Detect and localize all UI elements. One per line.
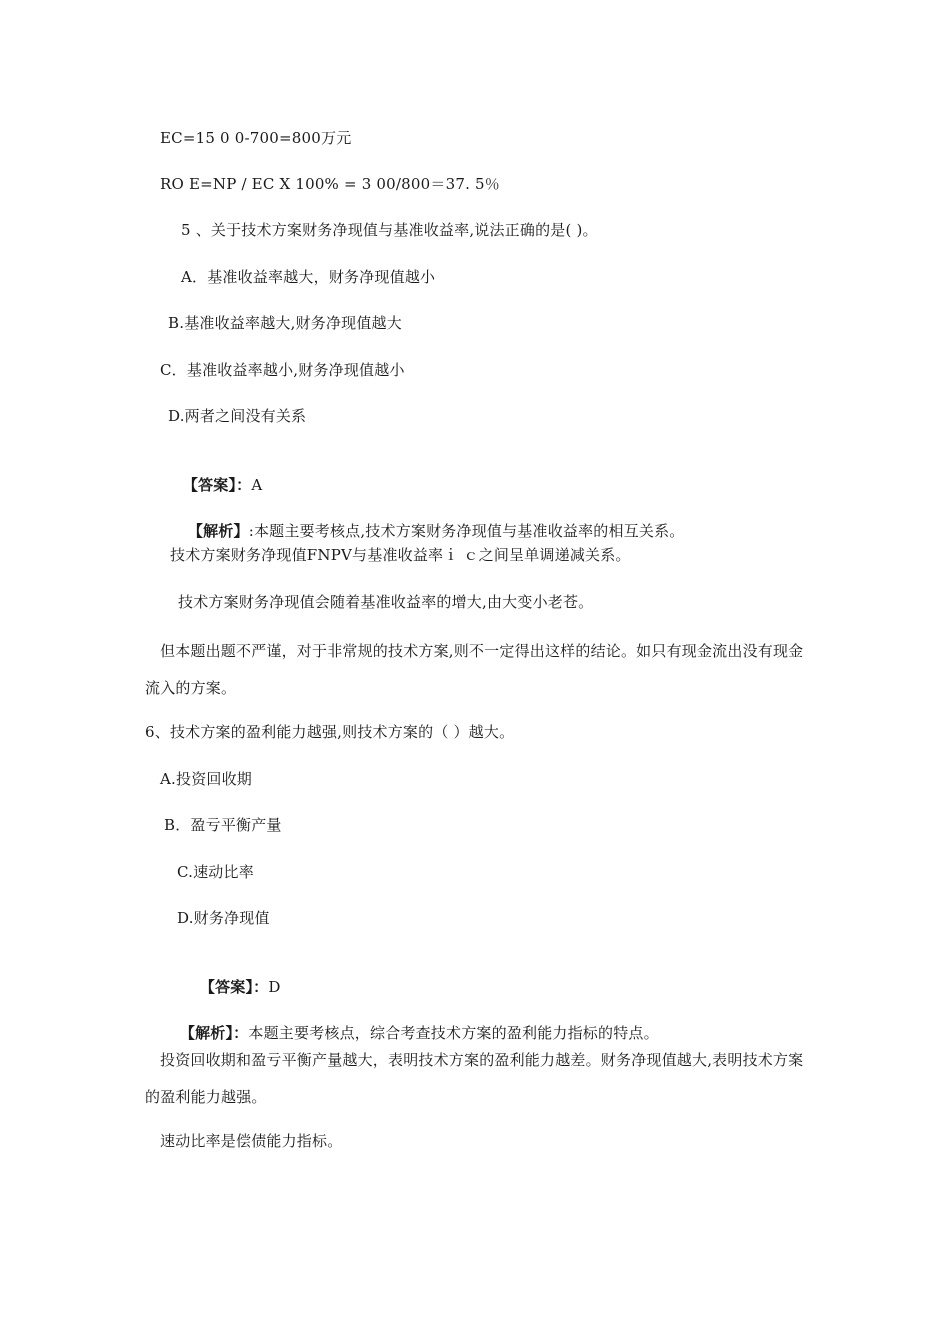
analysis-paragraph-2: 技术方案财务净现值会随着基准收益率的增大,由大变小老苍。 bbox=[178, 593, 594, 611]
analysis-text: :本题主要考核点,技术方案财务净现值与基准收益率的相互关系。 bbox=[248, 522, 685, 540]
question-6-option-a: A.投资回收期 bbox=[160, 770, 253, 788]
question-6-option-c: C.速动比率 bbox=[177, 863, 254, 881]
answer-label: 【答案】： bbox=[182, 476, 252, 494]
analysis-paragraph-1: 技术方案财务净现值FNPV与基准收益率ｉ ｃ之间呈单调递减关系。 bbox=[170, 546, 631, 564]
question-5-option-a: A．基准收益率越大，财务净现值越小 bbox=[181, 268, 436, 286]
analysis-paragraph-4: 投资回收期和盈亏平衡产量越大，表明技术方案的盈利能力越差。财务净现值越大,表明技术方案的盈利能力越强。 bbox=[145, 1051, 804, 1106]
answer-label: 【答案】： bbox=[199, 978, 269, 996]
answer-value: A bbox=[251, 476, 263, 494]
formula-roe: RO E=NP / EC X 100% = 3 00/800＝37. 5％ bbox=[160, 175, 500, 193]
question-5-option-b: B.基准收益率越大,财务净现值越大 bbox=[168, 314, 402, 332]
analysis-label: 【解析】 bbox=[187, 522, 249, 540]
question-5-text: 5 、关于技术方案财务净现值与基准收益率,说法正确的是( )。 bbox=[181, 221, 598, 239]
analysis-text: 本题主要考核点，综合考查技术方案的盈利能力指标的特点。 bbox=[248, 1024, 659, 1042]
question-5-option-d: D.两者之间没有关系 bbox=[168, 407, 307, 425]
answer-value: D bbox=[268, 978, 281, 996]
analysis-paragraph-3: 但本题出题不严谨，对于非常规的技术方案,则不一定得出这样的结论。如只有现金流出没有现金流入的方案。 bbox=[145, 642, 804, 697]
question-6-option-b: B．盈亏平衡产量 bbox=[164, 816, 282, 834]
analysis-label: 【解析】： bbox=[179, 1024, 249, 1042]
analysis-paragraph-5: 速动比率是偿债能力指标。 bbox=[160, 1132, 343, 1150]
question-6-text: 6、技术方案的盈利能力越强,则技术方案的（ ）越大。 bbox=[145, 723, 515, 741]
question-6-option-d: D.财务净现值 bbox=[177, 909, 270, 927]
formula-ec: EC=15 0 0-700=800万元 bbox=[160, 129, 352, 147]
question-5-option-c: C．基准收益率越小,财务净现值越小 bbox=[160, 361, 405, 379]
